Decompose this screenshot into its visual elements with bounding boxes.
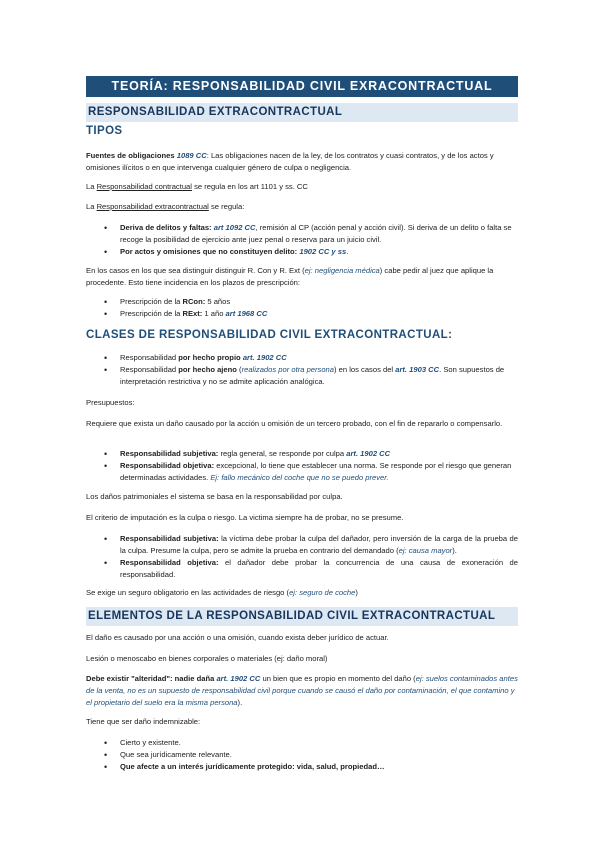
legal-ref: art 1092 CC: [213, 223, 256, 232]
list-clases: [86, 352, 518, 388]
text: ).: [237, 698, 243, 707]
bold-text: por hecho propio: [178, 353, 241, 362]
bold-text: Responsabilidad subjetiva:: [120, 449, 219, 458]
list-item: [86, 246, 518, 258]
fuentes-ref: 1089 CC: [176, 151, 207, 160]
heading-tipos: TIPOS: [86, 125, 123, 137]
example: ej: causa mayor: [398, 546, 453, 555]
example: ej: negligencia médica: [304, 266, 380, 275]
paragraph-casos: [86, 265, 518, 289]
example: realizados por otra persona: [241, 365, 335, 374]
list-requisitos: [86, 737, 518, 773]
text: la víctima debe probar la culpa del dañador, pero inversión de la carga de la prueba de la culpa. Presume la culpa, pero se admite la prueba en contrario del demandado (: [120, 534, 518, 555]
text: Prescripción de la: [120, 297, 183, 306]
paragraph-criterio: El criterio de imputación es la culpa o riesgo. La victima siempre ha de probar, no se presume.: [86, 513, 404, 522]
list-item: [86, 222, 518, 246]
list-item: • Responsabilidad por hecho ajeno (realizados por otra persona) en los casos del art. 1903 CC. Son supuestos de interpretación restrictiva y no se admite aplicación analógica.: [86, 364, 518, 388]
paragraph-presupuestos: Presupuestos:: [86, 398, 135, 407]
list-responsabilidad-1: [86, 448, 518, 484]
text: Cierto y existente.: [120, 738, 181, 747]
text: 5 años: [205, 297, 231, 306]
bold-text: Debe existir "alteridad": nadie daña: [86, 674, 215, 683]
document-title-banner: TEORÍA: RESPONSABILIDAD CIVIL EXRACONTRACTUAL: [86, 76, 518, 97]
list-item: [86, 749, 518, 761]
bold-text: por hecho ajeno: [178, 365, 237, 374]
text: La: [86, 182, 97, 191]
underlined-term: Responsabilidad extracontractual: [96, 202, 209, 211]
paragraph-seguro: [86, 587, 518, 599]
example: Ej: fallo mecánico del coche que no se puedo prever.: [210, 473, 389, 482]
text: En los casos en los que sea distinguir distinguir R. Con y R. Ext (: [86, 266, 305, 275]
text: La: [86, 202, 97, 211]
bold-text: Responsabilidad objetiva:: [120, 558, 219, 567]
list-item: [86, 460, 518, 484]
bold-text: Deriva de delitos y faltas:: [120, 223, 212, 232]
paragraph-danos: Los daños patrimoniales el sistema se basa en la responsabilidad por culpa.: [86, 492, 343, 501]
fuentes-label: Fuentes de obligaciones: [86, 151, 175, 160]
paragraph-dano-causado: El daño es causado por una acción o una omisión, cuando exista deber jurídico de actuar.: [86, 633, 389, 642]
text: se regula en los art 1101 y ss. CC: [191, 182, 308, 191]
list-item: [86, 308, 518, 320]
bold-text: RExt:: [182, 309, 203, 318]
text: un bien que es propio en momento del daño (: [260, 674, 416, 683]
paragraph-rc-contractual: [86, 181, 518, 193]
text: ).: [452, 546, 457, 555]
section-heading-responsabilidad: RESPONSABILIDAD EXTRACONTRACTUAL: [86, 103, 518, 122]
bold-text: RCon:: [182, 297, 206, 306]
text: . Son supuestos de interpretación restrictiva y no se admite aplicación analógica.: [120, 365, 505, 386]
text: .: [346, 247, 349, 256]
text: Que sea jurídicamente relevante.: [120, 750, 232, 759]
paragraph-rc-extracontractual: [86, 201, 518, 213]
list-item: [86, 533, 518, 557]
text: Se exige un seguro obligatorio en las actividades de riesgo (: [86, 588, 290, 597]
example: ej: seguro de coche: [289, 588, 356, 597]
legal-ref: art. 1902 CC: [242, 353, 287, 362]
bold-text: Que afecte a un interés jurídicamente protegido: vida, salud, propiedad…: [120, 762, 385, 771]
list-item: [86, 296, 518, 308]
list-item: [86, 352, 518, 364]
list-regulacion: [86, 222, 518, 258]
paragraph-alteridad: [86, 673, 518, 709]
paragraph-lesion: Lesión o menoscabo en bienes corporales o materiales (ej: daño moral): [86, 654, 328, 663]
text: regla general, se responde por culpa: [218, 449, 347, 458]
bold-text: Por actos y omisiones que no constituyen delito:: [120, 247, 298, 256]
list-item: [86, 761, 518, 773]
legal-ref: art. 1902 CC: [216, 674, 261, 683]
legal-ref: art. 1903 CC: [395, 365, 440, 374]
text: Responsabilidad: [120, 353, 179, 362]
fuentes-text: : Las obligaciones nacen de la ley, de los contratos y cuasi contratos, y de los actos y omisiones ilícitos o en que intervenga cualquier género de culpa o negligencia.: [86, 151, 494, 172]
text: , remisión al CP (acción penal y acción civil). Si deriva de un delito o falta se recoge la posibilidad de ejercicio ante juez penal o reserva para un juicio civil.: [120, 223, 512, 244]
paragraph-indemnizable: Tiene que ser daño indemnizable:: [86, 717, 201, 726]
paragraph-fuentes: [86, 150, 518, 174]
text: ) cabe pedir al juez que aplique la procedente. Esto tiene incidencia en los plazos de prescripción:: [86, 266, 494, 287]
text: el dañador debe probar la concurrencia de una causa de exoneración de responsabilidad.: [120, 558, 518, 579]
legal-ref: art 1968 CC: [225, 309, 268, 318]
legal-ref: 1902 CC y ss: [299, 247, 347, 256]
text: ): [355, 588, 358, 597]
list-item: [86, 737, 518, 749]
example: ej: suelos contaminados antes de la venta, no es un supuesto de responsabilidad civil porque cuando se causó el daño por contaminación, el que contamino y el propietario del suelo era la misma persona: [86, 674, 518, 707]
text: Responsabilidad: [120, 365, 179, 374]
list-item: [86, 448, 518, 460]
list-responsabilidad-2: [86, 533, 518, 581]
list-prescripcion: [86, 296, 518, 320]
section-heading-elementos: ELEMENTOS DE LA RESPONSABILIDAD CIVIL EXTRACONTRACTUAL: [86, 607, 518, 626]
text: 1 año: [202, 309, 226, 318]
heading-clases: CLASES DE RESPONSABILIDAD CIVIL EXTRACONTRACTUAL:: [86, 329, 453, 341]
legal-ref: art. 1902 CC: [346, 449, 391, 458]
text: ) en los casos del: [334, 365, 396, 374]
paragraph-requiere: Requiere que exista un daño causado por la acción u omisión de un tercero probado, con el fin de repararlo o compensarlo.: [86, 419, 503, 428]
list-item: [86, 557, 518, 581]
bold-text: Responsabilidad objetiva:: [120, 461, 215, 470]
text: excepcional, lo tiene que establecer una norma. Se responde por el riesgo que generan determinadas actividades.: [120, 461, 512, 482]
text: se regula:: [208, 202, 245, 211]
text: Prescripción de la: [120, 309, 183, 318]
underlined-term: Responsabilidad contractual: [96, 182, 192, 191]
bold-text: Responsabilidad subjetiva:: [120, 534, 219, 543]
